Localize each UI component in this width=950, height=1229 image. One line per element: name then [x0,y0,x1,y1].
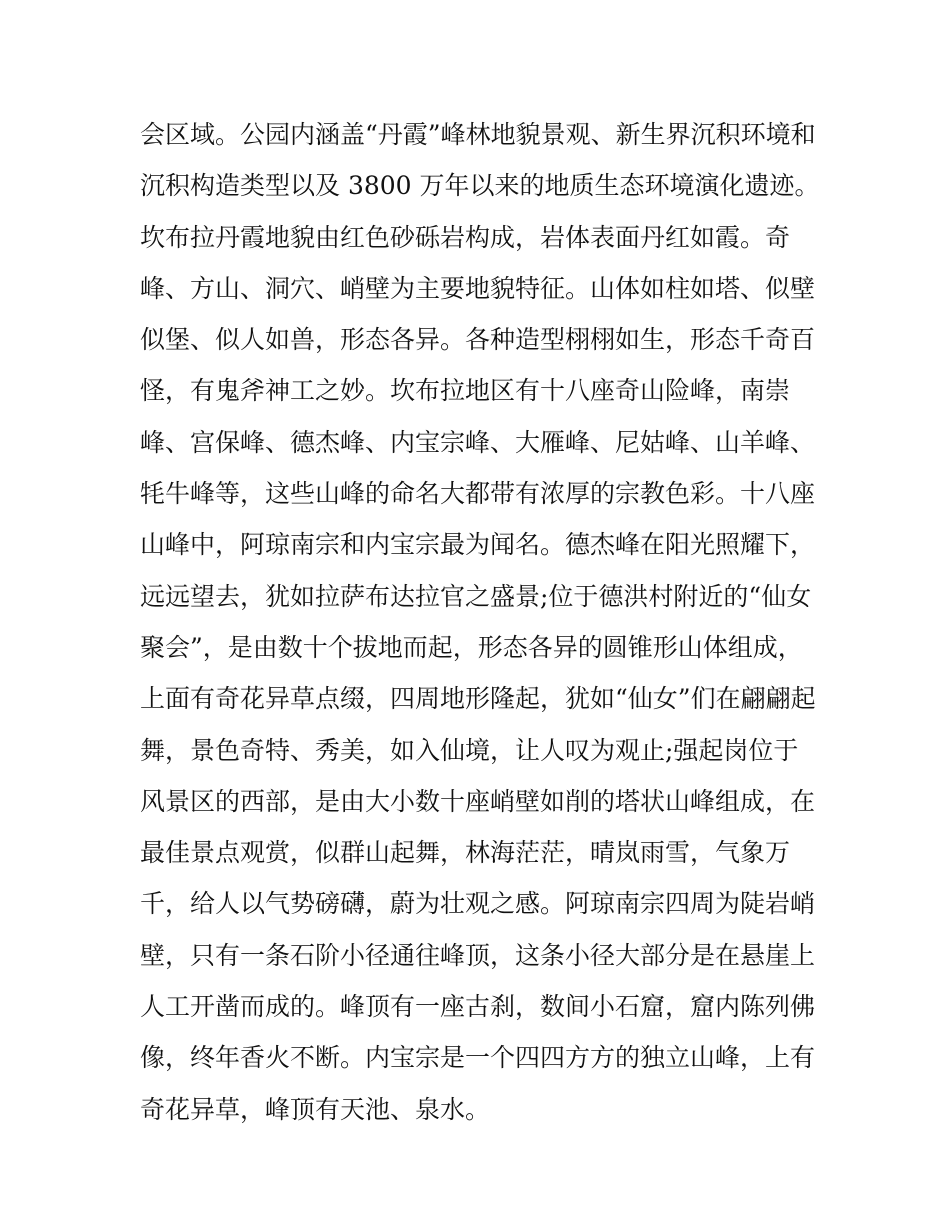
text-line-14: 风景区的西部，是由大小数十座峭壁如削的塔状山峰组成，在 [140,786,816,816]
text-line-5: 似堡、似人如兽，形态各异。各种造型栩栩如生，形态千奇百 [140,325,816,355]
text-line-1: 会区域。公园内涵盖“丹霞”峰林地貌景观、新生界沉积环境和 [140,120,816,149]
text-line-6: 怪，有鬼斧神工之妙。坎布拉地区有十八座奇山险峰，南崇 [140,376,791,406]
text-line-12: 上面有奇花异草点缀，四周地形隆起，犹如“仙女”们在翩翩起 [140,684,816,714]
text-line-3: 坎布拉丹霞地貌由红色砂砾岩构成，岩体表面丹红如霞。奇 [140,222,791,252]
text-line-8: 牦牛峰等，这些山峰的命名大都带有浓厚的宗教色彩。十八座 [140,479,816,509]
text-line-16: 千，给人以气势磅礴，蔚为壮观之感。阿琼南宗四周为陡岩峭 [140,889,816,919]
text-line-2: 沉积构造类型以及 3800 万年以来的地质生态环境演化遗迹。 [140,171,820,201]
text-line-15: 最佳景点观赏，似群山起舞，林海茫茫，晴岚雨雪，气象万 [140,838,791,868]
text-line-19: 像，终年香火不断。内宝宗是一个四四方方的独立山峰，上有 [140,1043,816,1073]
text-line-4: 峰、方山、洞穴、峭壁为主要地貌特征。山体如柱如塔、似壁 [140,273,816,303]
text-line-18: 人工开凿而成的。峰顶有一座古刹，数间小石窟，窟内陈列佛 [140,992,816,1022]
text-line-20: 奇花异草，峰顶有天池、泉水。 [140,1094,491,1124]
text-line-11: 聚会”，是由数十个拔地而起，形态各异的圆锥形山体组成， [140,632,803,662]
body-paragraph [140,109,820,1135]
text-line-7: 峰、宫保峰、德杰峰、内宝宗峰、大雁峰、尼姑峰、山羊峰、 [140,427,816,457]
text-line-13: 舞，景色奇特、秀美，如入仙境，让人叹为观止;强起岗位于 [140,735,799,765]
text-line-17: 壁，只有一条石阶小径通往峰顶，这条小径大部分是在悬崖上 [140,940,816,970]
text-line-9: 山峰中，阿琼南宗和内宝宗最为闻名。德杰峰在阳光照耀下， [140,530,816,560]
text-line-10: 远远望去，犹如拉萨布达拉官之盛景;位于德洪村附近的“仙女 [140,581,812,611]
